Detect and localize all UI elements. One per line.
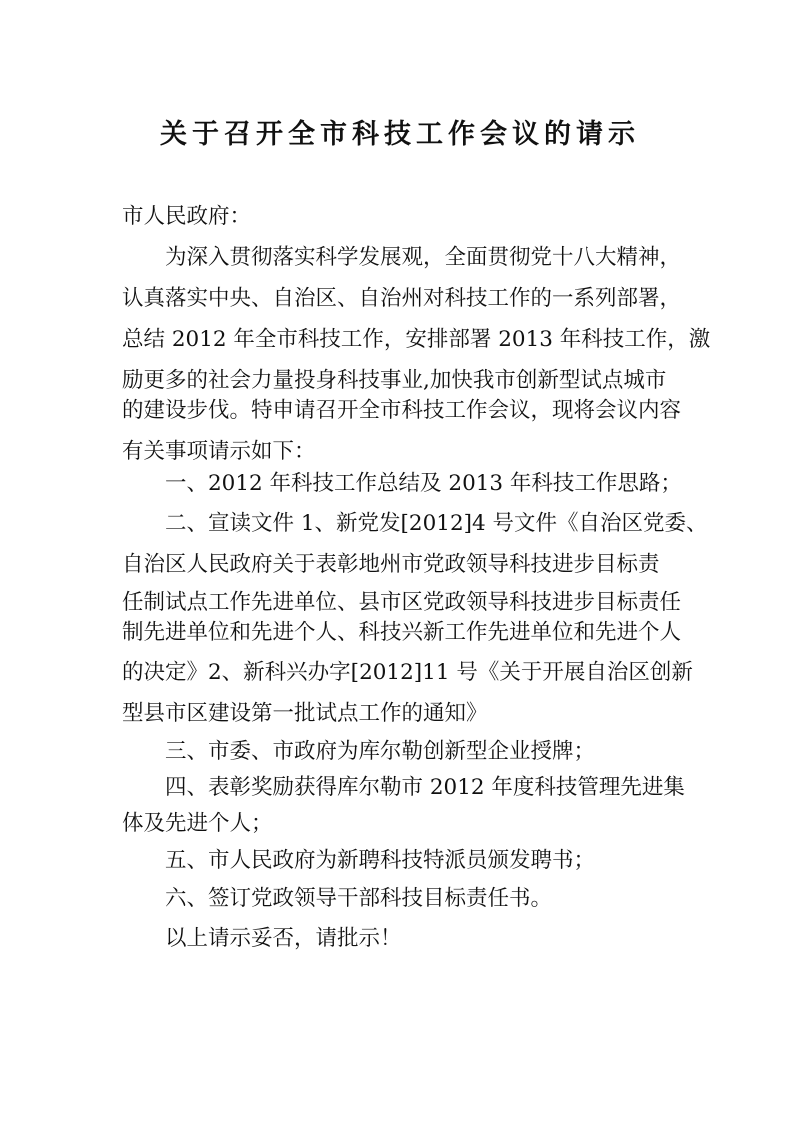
- body-line: 的决定》2、新科兴办字[2012]11 号《关于开展自治区创新: [122, 660, 693, 685]
- agenda-item-1: 一、2012 年科技工作总结及 2013 年科技工作思路；: [165, 471, 682, 496]
- body-line: 任制试点工作先进单位、县市区党政领导科技进步目标责任: [122, 590, 682, 615]
- body-line: 总结 2012 年全市科技工作，安排部署 2013 年科技工作，激: [122, 327, 711, 352]
- body-line: 有关事项请示如下：: [122, 439, 316, 464]
- body-line: 自治区人民政府关于表彰地州市党政领导科技进步目标责: [122, 552, 660, 577]
- agenda-item-4: 四、表彰奖励获得库尔勒市 2012 年度科技管理先进集: [165, 775, 685, 800]
- body-line: 制先进单位和先进个人、科技兴新工作先进单位和先进个人: [122, 620, 682, 645]
- body-line: 型县市区建设第一批试点工作的通知》: [122, 701, 488, 726]
- closing-line: 以上请示妥否，请批示！: [165, 926, 402, 951]
- agenda-item-3: 三、市委、市政府为库尔勒创新型企业授牌；: [165, 739, 596, 764]
- body-line: 为深入贯彻落实科学发展观，全面贯彻党十八大精神，: [165, 245, 682, 270]
- agenda-item-2: 二、宣读文件 1、新党发[2012]4 号文件《自治区党委、: [165, 511, 708, 536]
- agenda-item-5: 五、市人民政府为新聘科技特派员颁发聘书；: [165, 848, 596, 873]
- body-line: 的建设步伐。特申请召开全市科技工作会议，现将会议内容: [122, 398, 682, 423]
- document-title: 关于召开全市科技工作会议的请示: [160, 119, 640, 150]
- body-line: 认真落实中央、自治区、自治州对科技工作的一系列部署，: [122, 286, 682, 311]
- body-line: 体及先进个人；: [122, 811, 273, 836]
- salutation: 市人民政府：: [122, 204, 252, 229]
- body-line: 励更多的社会力量投身科技事业,加快我市创新型试点城市: [122, 368, 667, 393]
- agenda-item-6: 六、签订党政领导干部科技目标责任书。: [165, 886, 553, 911]
